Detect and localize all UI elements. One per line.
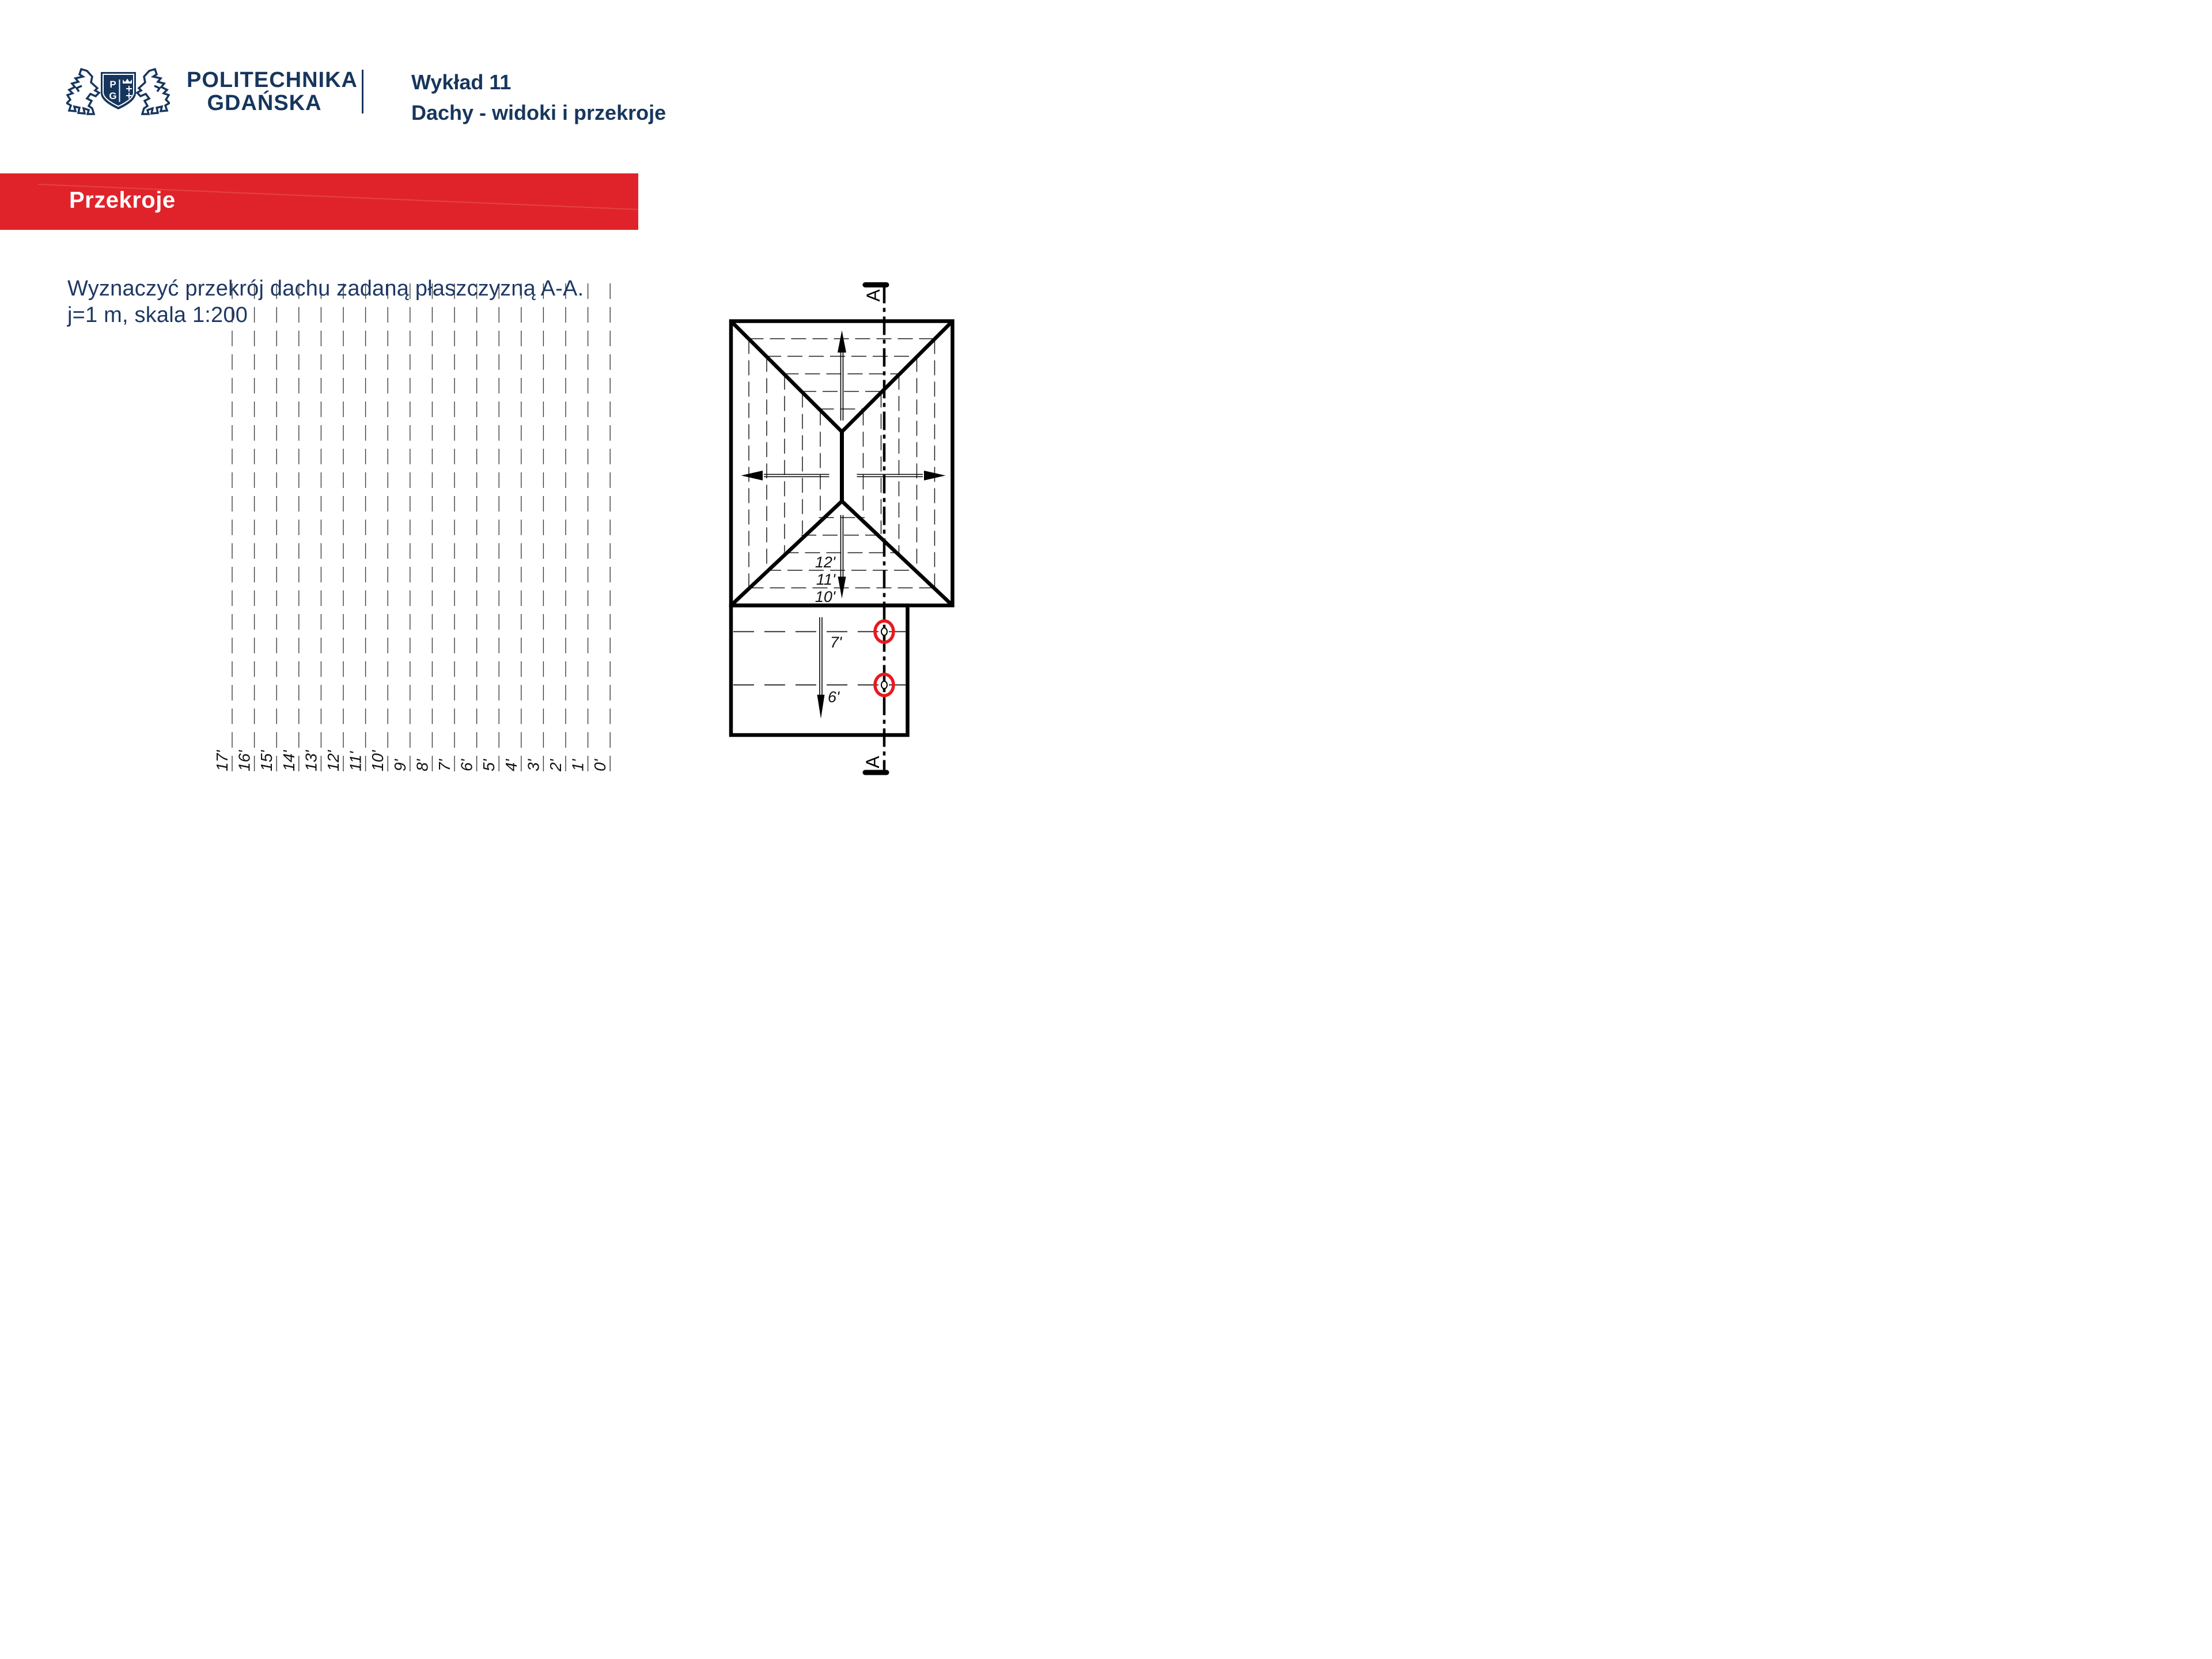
roof-contour-label: 10' — [815, 588, 835, 605]
grid-line-label: 6' — [457, 759, 476, 771]
grid-line-label: 13' — [302, 750, 320, 771]
lecture-title: Wykład 11 — [411, 70, 512, 94]
task-line2: j=1 m, skala 1:200 — [67, 303, 248, 327]
svg-text:P: P — [109, 79, 116, 90]
university-name-line2: GDAŃSKA — [207, 91, 322, 115]
grid-line-label: 11' — [346, 751, 365, 771]
section-banner-title: Przekroje — [69, 187, 176, 213]
roof-contour-label: 11' — [816, 571, 835, 588]
grid-line-label: 9' — [391, 759, 409, 771]
lecture-subtitle: Dachy - widoki i przekroje — [411, 101, 666, 124]
grid-line-label: 4' — [502, 759, 520, 771]
grid-line-label: 10' — [369, 750, 387, 771]
grid-line-label: 15' — [257, 750, 276, 771]
slide — [0, 0, 1106, 830]
section-label-bottom: A — [862, 756, 883, 768]
grid-line-label: 5' — [480, 759, 498, 771]
grid-line-label: 1' — [569, 759, 587, 771]
grid-line-label: 3' — [524, 759, 543, 771]
grid-line-label: 12' — [324, 750, 342, 771]
grid-line-label: 16' — [235, 750, 253, 771]
svg-text:G: G — [109, 90, 117, 101]
grid-line-label: 14' — [279, 750, 298, 771]
grid-line-label: 0' — [591, 759, 609, 771]
grid-line-label: 7' — [435, 759, 453, 771]
grid-line-label: 17' — [213, 750, 231, 771]
extension-contour-label: 7' — [830, 634, 842, 651]
roof-contour-label: 12' — [815, 554, 835, 571]
university-name-line1: POLITECHNIKA — [187, 68, 358, 92]
grid-line-label: 2' — [547, 759, 565, 771]
section-label-top: A — [863, 289, 884, 302]
grid-line-label: 8' — [413, 759, 431, 771]
roof-plan-drawing — [0, 0, 1106, 830]
extension-contour-label: 6' — [828, 688, 840, 706]
task-line1: Wyznaczyć przekrój dachu zadaną płaszczyzną A-A. — [67, 276, 584, 301]
